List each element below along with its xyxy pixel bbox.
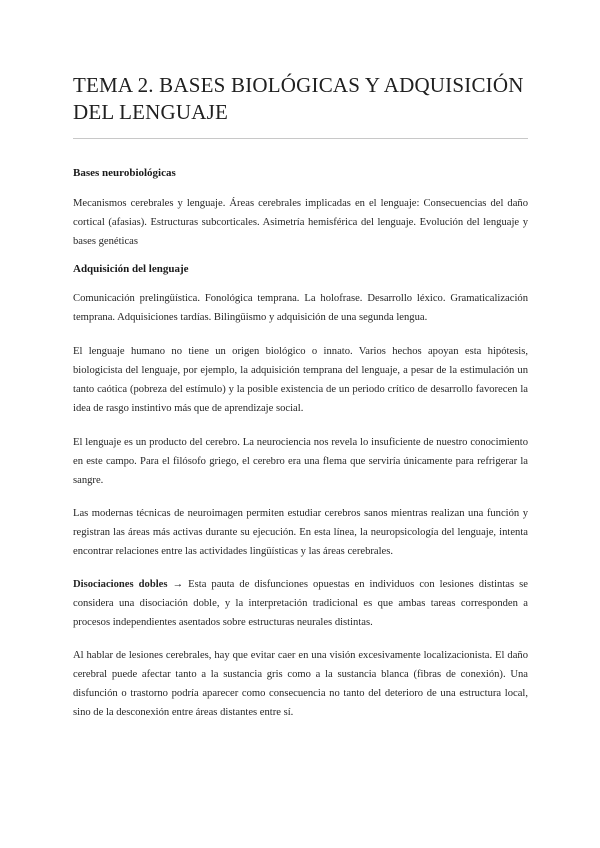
page-title: TEMA 2. BASES BIOLÓGICAS Y ADQUISICIÓN DEL LENGUAJE xyxy=(73,73,524,124)
paragraph-disociaciones xyxy=(73,575,528,632)
paragraph-lesiones: Al hablar de lesiones cerebrales, hay que evitar caer en una visión excesivamente localizacionista. El daño cerebral puede afectar tanto a la sustancia gris como a la sustancia blanca (fibras de conexión). Una disfunción o trastorno podría aparecer como consecuencia no tanto del deterioro de una estructura local, sino de la desconexión entre áreas distantes entre sí. xyxy=(73,650,528,718)
section-text-bases: Mecanismos cerebrales y lenguaje. Áreas cerebrales implicadas en el lenguaje: Consecuencias del daño cortical (afasias). Estructuras subcorticales. Asimetría hemisférica del lenguaje. Evolución del lenguaje y bases genéticas xyxy=(73,198,528,247)
section-heading-bases: Bases neurobiológicas xyxy=(73,167,176,179)
paragraph-origen-biologico: El lenguaje humano no tiene un origen biológico o innato. Varios hechos apoyan esta hipótesis, biologicista del lenguaje, por ejemplo, la adquisición temprana del lenguaje, a pesar de la estimulación un tanto caótica (pobreza del estímulo) y la posible existencia de un periodo crítico de desarrollo favorecen la idea de rasgo instintivo más que de aprendizaje social. xyxy=(73,346,528,414)
paragraph-producto-cerebro: El lenguaje es un producto del cerebro. La neurociencia nos revela lo insuficiente de nuestro conocimiento en este campo. Para el filósofo griego, el cerebro era una flema que serviría únicamente para refrigerar la sangre. xyxy=(73,437,528,486)
arrow-icon: → xyxy=(172,579,184,590)
disociaciones-term: Disociaciones dobles xyxy=(73,579,168,590)
paragraph-neuroimagen: Las modernas técnicas de neuroimagen permiten estudiar cerebros sanos mientras realizan una función y registran las áreas más activas durante su ejecución. En esta línea, la neuropsicología del lenguaje, intenta encontrar relaciones entre las actividades lingüísticas y las áreas cerebrales. xyxy=(73,508,528,557)
title-divider xyxy=(73,138,528,139)
disociaciones-text: Esta pauta de disfunciones opuestas en individuos con lesiones distintas se considera una disociación doble, y la interpretación tradicional es que ambas tareas corresponden a procesos independientes asentados sobre estructuras neurales distintas. xyxy=(73,579,528,628)
section-text-adquisicion: Comunicación prelingüística. Fonológica temprana. La holofrase. Desarrollo léxico. Gramaticalización temprana. Adquisiciones tardías. Bilingüismo y adquisición de una segunda lengua. xyxy=(73,293,528,323)
section-heading-adquisicion: Adquisición del lenguaje xyxy=(73,263,189,275)
document-page xyxy=(73,72,528,722)
